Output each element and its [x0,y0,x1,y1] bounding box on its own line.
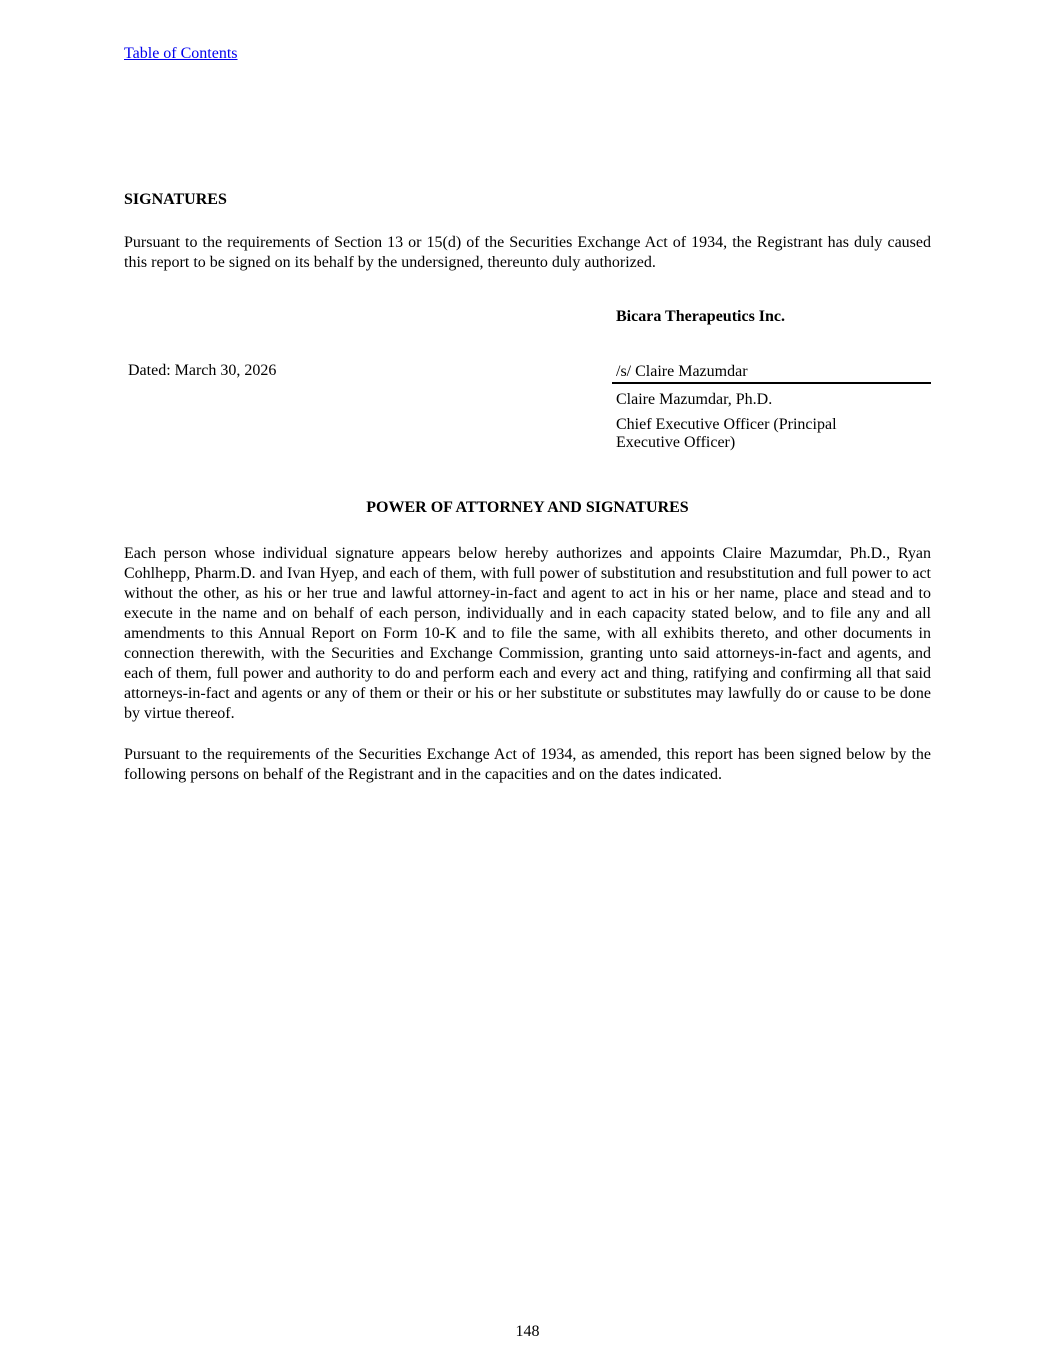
power-of-attorney-paragraph: Each person whose individual signature appears below hereby authorizes and appoints Claire Mazumdar, Ph.D., Ryan Cohlhepp, Pharm.D. and Ivan Hyep, and each of them, with full power of substitution and resubstitution and full power to act without the other, as his or her true and lawful attorney-in-fact and agent to act in his or her name, place and stead and to execute in the name and on behalf of each person, individually and in each capacity stated below, and to file any and all amendments to this Annual Report on Form 10-K and to file the same, with all exhibits thereto, and other documents in connection therewith, with the Securities and Exchange Commission, granting unto said attorneys-in-fact and agents, and each of them, full power and authority to do and perform each and every act and thing, ratifying and confirming all that said attorneys-in-fact and agents or any of them or their or his or her substitute or substitutes may lawfully do or cause to be done by virtue thereof. [124,545,931,722]
dated-text: Dated: March 30, 2026 [128,362,277,379]
company-name: Bicara Therapeutics Inc. [616,308,786,325]
signer-title: Chief Executive Officer (Principal Executive Officer) [616,416,837,451]
signatures-heading: SIGNATURES [124,191,227,208]
signature-line: /s/ Claire Mazumdar [612,362,931,384]
table-of-contents-link[interactable]: Table of Contents [124,45,238,62]
capacities-paragraph: Pursuant to the requirements of the Securities Exchange Act of 1934, as amended, this report has been signed below by the following persons on behalf of the Registrant and in the capacities and on the dates indicated. [124,746,931,783]
power-of-attorney-heading: POWER OF ATTORNEY AND SIGNATURES [366,499,689,516]
signatures-paragraph: Pursuant to the requirements of Section 13 or 15(d) of the Securities Exchange Act of 1934, the Registrant has duly caused this report to be signed on its behalf by the undersigned, thereunto duly authorized. [124,234,931,271]
signer-name: Claire Mazumdar, Ph.D. [616,391,773,408]
signature-block [612,362,931,452]
page-number: 148 [515,1323,540,1340]
